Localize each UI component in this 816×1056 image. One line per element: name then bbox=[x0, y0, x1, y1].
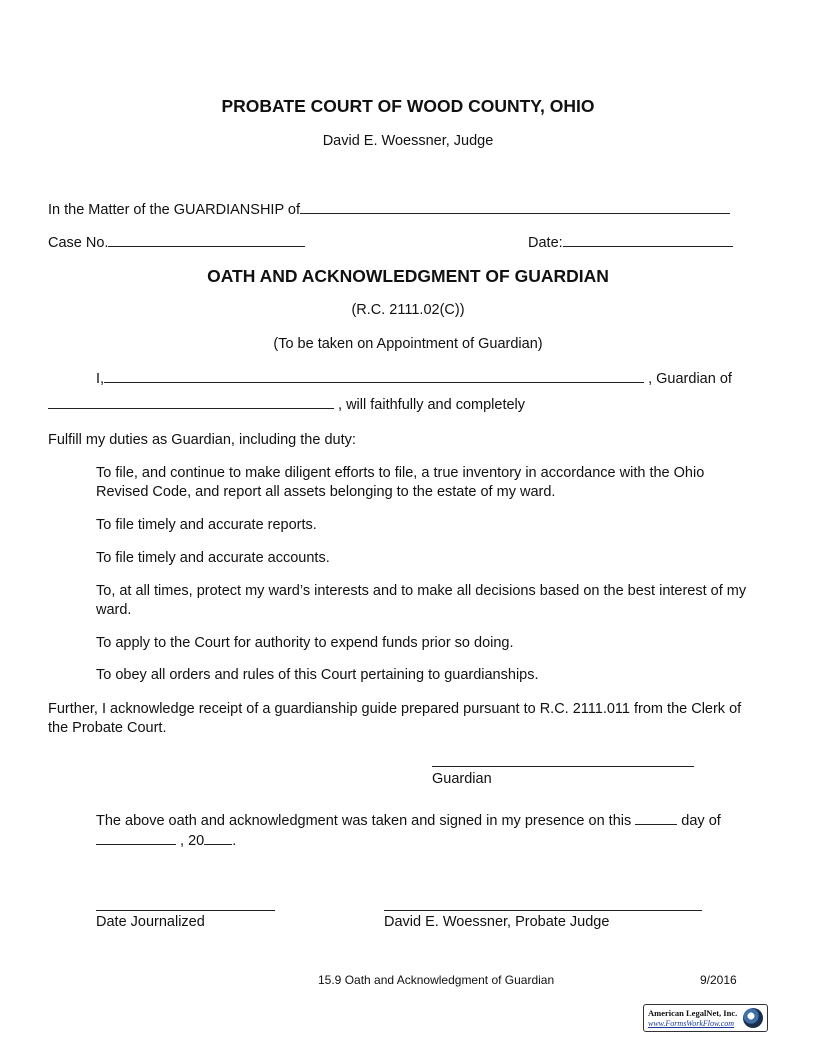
month-field[interactable] bbox=[96, 830, 176, 845]
duty-item: To file, and continue to make diligent efforts to file, a true inventory in accordance with the Ohio Revised Code, and report all assets belonging to the estate of my ward. bbox=[96, 465, 705, 500]
day-of-label: day of bbox=[681, 813, 721, 829]
matter-label: In the Matter of the GUARDIANSHIP of bbox=[48, 202, 300, 218]
form-name: 15.9 Oath and Acknowledgment of Guardian bbox=[318, 973, 555, 987]
date-journalized-label: Date Journalized bbox=[96, 914, 205, 930]
date-field[interactable] bbox=[563, 232, 733, 247]
case-no-field[interactable] bbox=[108, 232, 305, 247]
faithfully-label: , will faithfully and completely bbox=[338, 397, 526, 413]
year-suffix: . bbox=[232, 833, 237, 849]
case-no-line bbox=[48, 232, 305, 251]
day-field[interactable] bbox=[635, 810, 677, 825]
oath-line-1 bbox=[96, 368, 732, 387]
judge-signature-label: David E. Woessner, Probate Judge bbox=[384, 914, 610, 930]
oath-line-2 bbox=[48, 394, 525, 413]
case-no-label: Case No. bbox=[48, 235, 109, 251]
court-title: PROBATE COURT OF WOOD COUNTY, OHIO bbox=[221, 96, 595, 116]
presence-text: The above oath and acknowledgment was taken and signed in my presence on this bbox=[96, 813, 632, 829]
year-field[interactable] bbox=[204, 830, 232, 845]
vendor-badge[interactable] bbox=[643, 1004, 768, 1032]
matter-line bbox=[48, 199, 730, 218]
date-line bbox=[528, 232, 733, 251]
ward-name-field[interactable] bbox=[300, 199, 730, 214]
vendor-logo-icon bbox=[743, 1008, 763, 1028]
presence-line-2 bbox=[96, 830, 236, 849]
duty-item: To file timely and accurate reports. bbox=[96, 517, 317, 533]
duty-item: To apply to the Court for authority to expend funds prior so doing. bbox=[96, 635, 514, 651]
duty-item: To, at all times, protect my ward’s interests and to make all decisions based on the best interest of my ward. bbox=[96, 583, 747, 618]
date-journalized-line[interactable] bbox=[96, 910, 275, 911]
judge-signature-line[interactable] bbox=[384, 910, 702, 911]
presence-line-1 bbox=[96, 810, 721, 829]
duty-item: To obey all orders and rules of this Court pertaining to guardianships. bbox=[96, 667, 539, 683]
guardian-signature-line[interactable] bbox=[432, 766, 694, 767]
instruction-text: (To be taken on Appointment of Guardian) bbox=[273, 336, 543, 352]
vendor-name: American LegalNet, Inc. bbox=[648, 1008, 738, 1018]
duty-item: To file timely and accurate accounts. bbox=[96, 550, 330, 566]
vendor-url[interactable]: www.FormsWorkFlow.com bbox=[648, 1019, 735, 1028]
i-label: I, bbox=[96, 371, 105, 387]
fulfill-intro: Fulfill my duties as Guardian, including the duty: bbox=[48, 432, 356, 448]
ward-of-field[interactable] bbox=[48, 394, 334, 409]
guardian-label: Guardian bbox=[432, 771, 492, 787]
revision-date: 9/2016 bbox=[700, 973, 737, 987]
year-prefix: , 20 bbox=[180, 833, 205, 849]
guardian-name-field[interactable] bbox=[104, 368, 644, 383]
acknowledgment-text: Further, I acknowledge receipt of a guardianship guide prepared pursuant to R.C. 2111.011 from the Clerk of the Probate Court. bbox=[48, 701, 742, 736]
statute-reference: (R.C. 2111.02(C)) bbox=[351, 302, 465, 318]
guardian-of-label: , Guardian of bbox=[648, 371, 732, 387]
date-label: Date: bbox=[528, 235, 563, 251]
judge-name: David E. Woessner, Judge bbox=[322, 133, 494, 149]
form-title: OATH AND ACKNOWLEDGMENT OF GUARDIAN bbox=[207, 266, 609, 286]
